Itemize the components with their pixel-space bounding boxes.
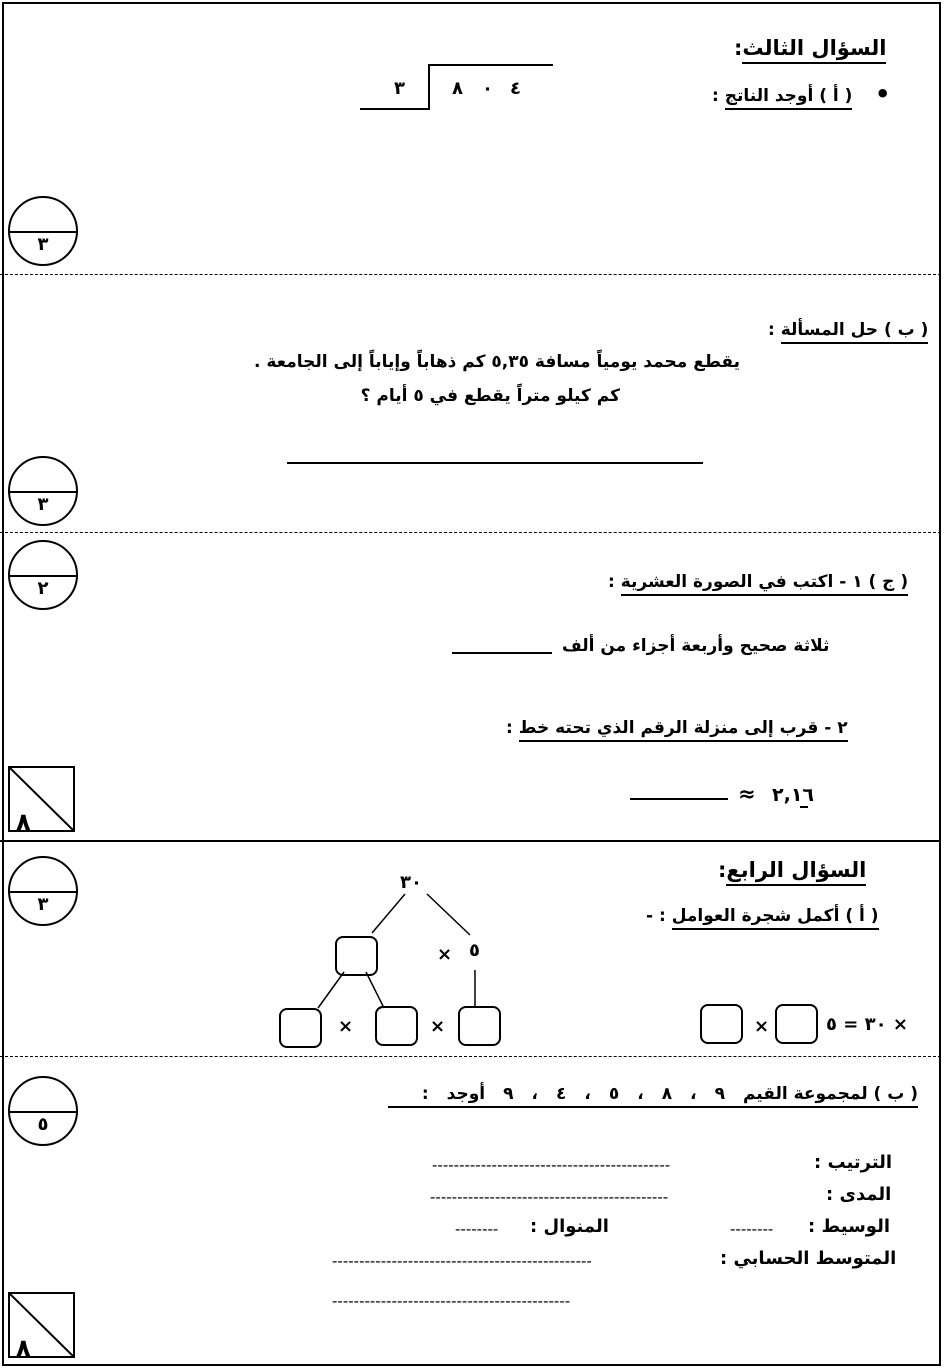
score-circle-q4b: ٥ — [8, 1076, 78, 1146]
score-circle-q4a: ٣ — [8, 856, 78, 926]
times-sign: × — [338, 1016, 354, 1037]
question-3-title: السؤال الثالث: — [734, 36, 886, 60]
q4-part-a-label: ( أ ) أكمل شجرة العوامل : - — [646, 906, 879, 926]
factor-box[interactable] — [279, 1008, 322, 1048]
q3-part-a-label: ( أ ) أوجد الناتج : — [712, 86, 852, 106]
score-circle-q3c: ٢ — [8, 540, 78, 610]
word-problem-line-2: كم كيلو متراً يقطع في ٥ أيام ؟ — [360, 386, 620, 406]
q3-part-c-item-2: ٢ - قرب إلى منزلة الرقم الذي تحته خط : — [506, 718, 848, 738]
factor-equation: ٣٠ = ٥ × — [826, 1014, 908, 1035]
answer-dashes[interactable]: -------------------------------------------- — [432, 1156, 671, 1174]
score-circle-q3b: ٣ — [8, 456, 78, 526]
total-score-box-q4: ٨ — [8, 1292, 75, 1358]
value: ٤ — [556, 1084, 567, 1104]
dividend-digit: ٤ — [510, 78, 521, 99]
bullet-icon: • — [875, 80, 891, 108]
factor-box[interactable] — [700, 1004, 743, 1044]
q3-part-c-label: ( ج ) ١ - اكتب في الصورة العشرية : — [608, 572, 908, 592]
mode-label: المنوال : — [530, 1216, 609, 1237]
times-sign: × — [754, 1016, 770, 1037]
rank-label: الترتيب : — [814, 1152, 893, 1173]
question-4-title: السؤال الرابع: — [718, 858, 866, 882]
dividend-digit: ٨ — [452, 78, 463, 99]
total-score-box-q3: ٨ — [8, 766, 75, 832]
separator — [0, 1056, 941, 1057]
median-label: الوسيط : — [808, 1216, 891, 1237]
value: ٨ — [661, 1084, 673, 1104]
value: ٩ — [714, 1084, 725, 1104]
answer-dashes[interactable]: -------------------------------------------- — [332, 1292, 571, 1310]
times-sign: × — [430, 1016, 446, 1037]
mean-label: المتوسط الحسابي : — [720, 1248, 897, 1269]
tree-root: ٣٠ — [400, 872, 422, 893]
answer-dashes[interactable]: -------- — [455, 1220, 499, 1238]
answer-dashes[interactable]: ------------------------------------------------ — [332, 1252, 592, 1270]
score-circle-q3a: ٣ — [8, 196, 78, 266]
times-sign: × — [437, 944, 453, 965]
word-problem-line-1: يقطع محمد يومياً مسافة ٥,٣٥ كم ذهاباً وإياباً إلى الجامعة . — [253, 352, 740, 372]
q4-part-b-label: ( ب ) لمجموعة القيم ٩ ، ٨ ، ٥ ، ٤ ، ٩ أوجد : — [388, 1084, 918, 1108]
rounding-number: ٢,١٦ — [772, 784, 815, 806]
factor-box[interactable] — [458, 1006, 501, 1046]
factor-box[interactable] — [335, 936, 378, 976]
tree-given-factor: ٥ — [469, 940, 480, 961]
factor-box[interactable] — [775, 1004, 818, 1044]
answer-dashes[interactable]: -------------------------------------------- — [430, 1188, 669, 1206]
factor-box[interactable] — [375, 1006, 418, 1046]
answer-dashes[interactable]: -------- — [730, 1220, 774, 1238]
q3-part-b-label: ( ب ) حل المسألة : — [768, 320, 928, 340]
dividend-digit: ٠ — [482, 78, 493, 99]
value: ٩ — [503, 1084, 514, 1104]
decimal-statement: ثلاثة صحيح وأربعة أجزاء من ألف — [562, 636, 830, 656]
divisor: ٣ — [394, 78, 405, 99]
range-label: المدى : — [826, 1184, 892, 1205]
approx-sign: ≈ — [738, 782, 756, 806]
value: ٥ — [608, 1084, 620, 1104]
